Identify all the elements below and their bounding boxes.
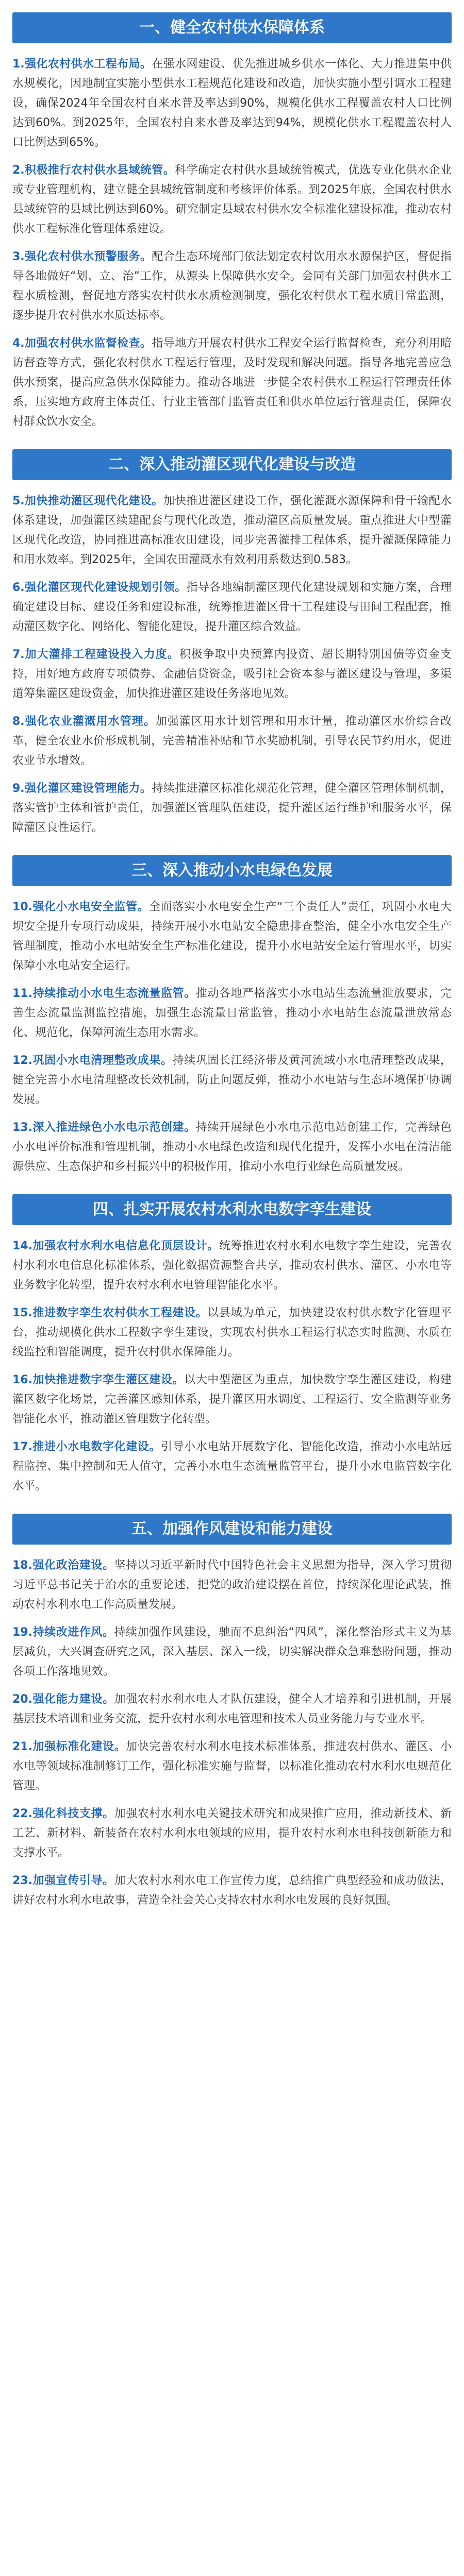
section-header: 二、深入推动灌区现代化建设与改造 (12, 449, 452, 480)
paragraph-text: 指导地方开展农村供水工程安全运行监督检查，充分利用暗访督查等方式，强化农村供水工程运行管理，及时发现和解决问题。指导各地完善应急供水预案，提高应急供水保障能力。推动各地进一步健全农村供水工程运行管理责任体系，压实地方政府主体责任、行业主管部门监管责任和供水单位运行管理责任，保障农村群众饮水安全。 (12, 337, 452, 428)
paragraph-text: 加强灌区用水计划管理和用水计量，推动灌区水价综合改革，健全农业水价形成机制，完善精准补贴和节水奖励机制，引导农民节约用水，促进农业节水增效。 (12, 715, 452, 767)
paragraph-body (12, 984, 452, 1043)
paragraph (12, 1737, 452, 1796)
paragraph-text: 加快推进灌区建设工作，强化灌溉水源保障和骨干输配水体系建设，加强灌区续建配套与现代化改造，推动灌区高质量发展。重点推进大中型灌区现代化改造，协同推进高标准农田建设，同步完善灌排工程体系，提升灌溉保障能力和用水效率。到2025年，全国农田灌溉水有效利用系数达到0.583。 (12, 495, 452, 566)
paragraph-text: 持续开展绿色小水电示范电站创建工作，完善绿色小水电评价标准和管理机制，推动小水电绿色改造和现代化提升，发挥小水电在清洁能源供应、生态保护和乡村振兴中的积极作用，推动小水电行业绿色高质量发展。 (12, 1121, 452, 1173)
paragraph-title: 8.强化农业灌溉用水管理。 (12, 715, 156, 728)
paragraph-title: 4.加强农村供水监督检查。 (12, 337, 152, 350)
paragraph (12, 1236, 452, 1295)
paragraph (12, 897, 452, 976)
paragraph (12, 1370, 452, 1429)
paragraph (12, 1804, 452, 1863)
paragraph-text: 坚持以习近平新时代中国特色社会主义思想为指导，深入学习贯彻习近平总书记关于治水的重要论述，把党的政治建设摆在首位，持续深化理论武装，推动农村水利水电工作高质量发展。 (12, 1559, 452, 1611)
paragraph-text: 推动各地严格落实小水电站生态流量泄放要求，完善生态流量监测监控措施，加强生态流量日常监管，推动小水电站生态流量泄放常态化、规范化，保障河流生态用水需求。 (12, 987, 452, 1039)
paragraph-text: 以大中型灌区为重点，加快数字孪生灌区建设，构建灌区数字化场景，完善灌区感知体系，提升灌区用水调度、工程运行、安全监测等业务智能化水平，推动灌区管理数字化转型。 (12, 1374, 452, 1426)
paragraph (12, 645, 452, 704)
paragraph-body (12, 1737, 452, 1796)
paragraph-text: 配合生态环境部门依法划定农村饮用水水源保护区，督促指导各地做好“划、立、治”工作，从源头上保障供水安全。会同有关部门加强农村供水工程水质检测，督促地方落实农村供水水质检测制度，强化农村供水工程水质日常监测，逐步提升农村供水水质达标率。 (12, 250, 452, 322)
paragraph (12, 1051, 452, 1110)
paragraph-title: 13.深入推进绿色小水电示范创建。 (12, 1121, 196, 1134)
paragraph (12, 247, 452, 326)
paragraph-body (12, 1804, 452, 1863)
section-header: 一、健全农村供水保障体系 (12, 12, 452, 43)
paragraph-text: 全面落实小水电安全生产“三个责任人”责任，巩固小水电大坝安全提升专项行动成果，持续开展小水电站安全隐患排查整治，健全小水电安全生产管理制度，推动小水电站安全生产标准化建设，提升小水电站安全运行管理水平，切实保障小水电站安全运行。 (12, 901, 452, 972)
paragraph-text: 引导小水电站开展数字化、智能化改造，推动小水电站远程监控、集中控制和无人值守，完善小水电生态流量监管平台，提升小水电监管数字化水平。 (12, 1440, 452, 1493)
paragraph-text: 持续巩固长江经济带及黄河流域小水电清理整改成果，健全完善小水电清理整改长效机制，防止问题反弹，推动小水电站与生态环境保护协调发展。 (12, 1054, 452, 1106)
paragraph-body (12, 1690, 452, 1729)
paragraph (12, 779, 452, 838)
paragraph-body (12, 1118, 452, 1177)
paragraph-title: 14.加强农村水利水电信息化顶层设计。 (12, 1240, 219, 1252)
paragraph-title: 18.强化政治建设。 (12, 1559, 114, 1572)
section-header: 四、扎实开展农村水利水电数字孪生建设 (12, 1194, 452, 1225)
paragraph-body (12, 1236, 452, 1295)
paragraph-title: 2.积极推行农村供水县域统管。 (12, 164, 175, 177)
paragraph (12, 334, 452, 432)
paragraph-text: 加快完善农村水利水电技术标准体系，推进农村供水、灌区、小水电等领域标准制修订工作，强化标准实施与监督，以标准化推动农村水利水电规范化管理。 (12, 1740, 452, 1792)
paragraph (12, 492, 452, 570)
paragraph-title: 19.持续改进作风。 (12, 1626, 114, 1639)
paragraph-body (12, 897, 452, 976)
paragraph-body (12, 1303, 452, 1362)
paragraph-title: 17.推进小水电数字化建设。 (12, 1440, 161, 1453)
paragraph (12, 1437, 452, 1496)
paragraph-title: 7.加大灌排工程建设投入力度。 (12, 648, 179, 661)
paragraph-body (12, 161, 452, 239)
paragraph-body (12, 645, 452, 704)
paragraph-text: 积极争取中央预算内投资、超长期特别国债等资金支持，用好地方政府专项债券、金融信贷资金，吸引社会资本参与灌区建设与管理，多渠道筹集灌区建设资金，加快推进灌区建设任务落地见效。 (12, 648, 452, 700)
paragraph-text: 以县域为单元，加快建设农村供水数字化管理平台，推动规模化供水工程数字孪生建设，实现农村供水工程运行状态实时监测、水质在线监控和智能调度，提升农村供水保障能力。 (12, 1307, 452, 1359)
paragraph-body (12, 334, 452, 432)
paragraph-title: 15.推进数字孪生农村供水工程建设。 (12, 1307, 208, 1319)
paragraph (12, 1303, 452, 1362)
section-header: 五、加强作风建设和能力建设 (12, 1514, 452, 1545)
paragraph (12, 1623, 452, 1682)
paragraph-title: 16.加快推进数字孪生灌区建设。 (12, 1374, 185, 1386)
section-header: 三、深入推动小水电绿色发展 (12, 855, 452, 886)
paragraph (12, 578, 452, 637)
paragraph-body (12, 1370, 452, 1429)
paragraph-body (12, 712, 452, 771)
paragraph-text: 统筹推进农村水利水电数字孪生建设，完善农村水利水电信息化标准体系，强化数据资源整合共享，推动农村供水、灌区、小水电等业务数字化转型，提升农村水利水电管理智能化水平。 (12, 1240, 452, 1292)
paragraph-text: 加强农村水利水电人才队伍建设，健全人才培养和引进机制，开展基层技术培训和业务交流，提升农村水利水电管理和技术人员业务能力与专业水平。 (12, 1693, 452, 1725)
paragraph (12, 712, 452, 771)
paragraph-text: 持续推进灌区标准化规范化管理，健全灌区管理体制机制，落实管护主体和管护责任，加强灌区管理队伍建设，提升灌区运行维护和服务水平，保障灌区良性运行。 (12, 782, 452, 834)
paragraph-text: 持续加强作风建设，驰而不息纠治“四风”，深化整治形式主义为基层减负，大兴调查研究之风，深入基层、深入一线，切实解决群众急难愁盼问题，推动各项工作落地见效。 (12, 1626, 452, 1678)
paragraph-body (12, 1437, 452, 1496)
paragraph-title: 6.强化灌区现代化建设规划引领。 (12, 581, 187, 594)
paragraph-body (12, 1556, 452, 1615)
paragraph-text: 加大农村水利水电工作宣传力度，总结推广典型经验和成功做法，讲好农村水利水电故事，营造全社会关心支持农村水利水电发展的良好氛围。 (12, 1874, 452, 1907)
paragraph-text: 在强水网建设、优先推进城乡供水一体化、大力推进集中供水规模化，因地制宜实施小型供水工程规范化建设和改造，加快实施小型引调水工程建设，确保2024年全国农村自来水普及率达到90%，规模化供水工程覆盖农村人口比例达到60%。到2025年，全国农村自来水普及率达到94%，规模化供水工程覆盖农村人口比例达到65%。 (12, 58, 452, 149)
paragraph-body (12, 1051, 452, 1110)
paragraph-body (12, 779, 452, 838)
paragraph (12, 55, 452, 152)
paragraph-text: 科学确定农村供水县域统管模式，优选专业化供水企业或专业管理机构，建立健全县城统管制度和考核评价体系。到2025年底，全国农村供水县域统管的县域比例达到60%。研究制定县域农村供水安全标准化建设标准，推动农村供水工程标准化管理体系建设。 (12, 164, 452, 235)
paragraph-title: 5.加快推动灌区现代化建设。 (12, 495, 163, 507)
paragraph (12, 984, 452, 1043)
paragraph-body (12, 55, 452, 152)
paragraph (12, 1118, 452, 1177)
paragraph (12, 1871, 452, 1910)
paragraph-title: 20.强化能力建设。 (12, 1693, 114, 1706)
paragraph-body (12, 1623, 452, 1682)
paragraph-body (12, 578, 452, 637)
paragraph-title: 1.强化农村供水工程布局。 (12, 58, 152, 71)
paragraph (12, 1556, 452, 1615)
paragraph (12, 161, 452, 239)
paragraph-text: 加强农村水利水电关键技术研究和成果推广应用，推动新技术、新工艺、新材料、新装备在农村水利水电领域的应用，提升农村水利水电科技创新能力和支撑水平。 (12, 1807, 452, 1859)
paragraph-body (12, 247, 452, 326)
paragraph-title: 11.持续推动小水电生态流量监管。 (12, 987, 196, 1000)
paragraph-title: 12.巩固小水电清理整改成果。 (12, 1054, 173, 1067)
paragraph (12, 1690, 452, 1729)
paragraph-body (12, 1871, 452, 1910)
paragraph-title: 22.强化科技支撑。 (12, 1807, 114, 1820)
paragraph-title: 10.强化小水电安全监管。 (12, 901, 149, 913)
paragraph-title: 9.强化灌区建设管理能力。 (12, 782, 152, 795)
paragraph-title: 21.加强标准化建设。 (12, 1740, 126, 1753)
paragraph-title: 3.强化农村供水预警服务。 (12, 250, 152, 263)
paragraph-text: 指导各地编制灌区现代化建设规划和实施方案，合理确定建设目标、建设任务和建设标准，统筹推进灌区骨干工程建设与田间工程配套，推动灌区数字化、网络化、智能化建设，提升灌区综合效益。 (12, 581, 452, 633)
paragraph-title: 23.加强宣传引导。 (12, 1874, 114, 1887)
paragraph-body (12, 492, 452, 570)
